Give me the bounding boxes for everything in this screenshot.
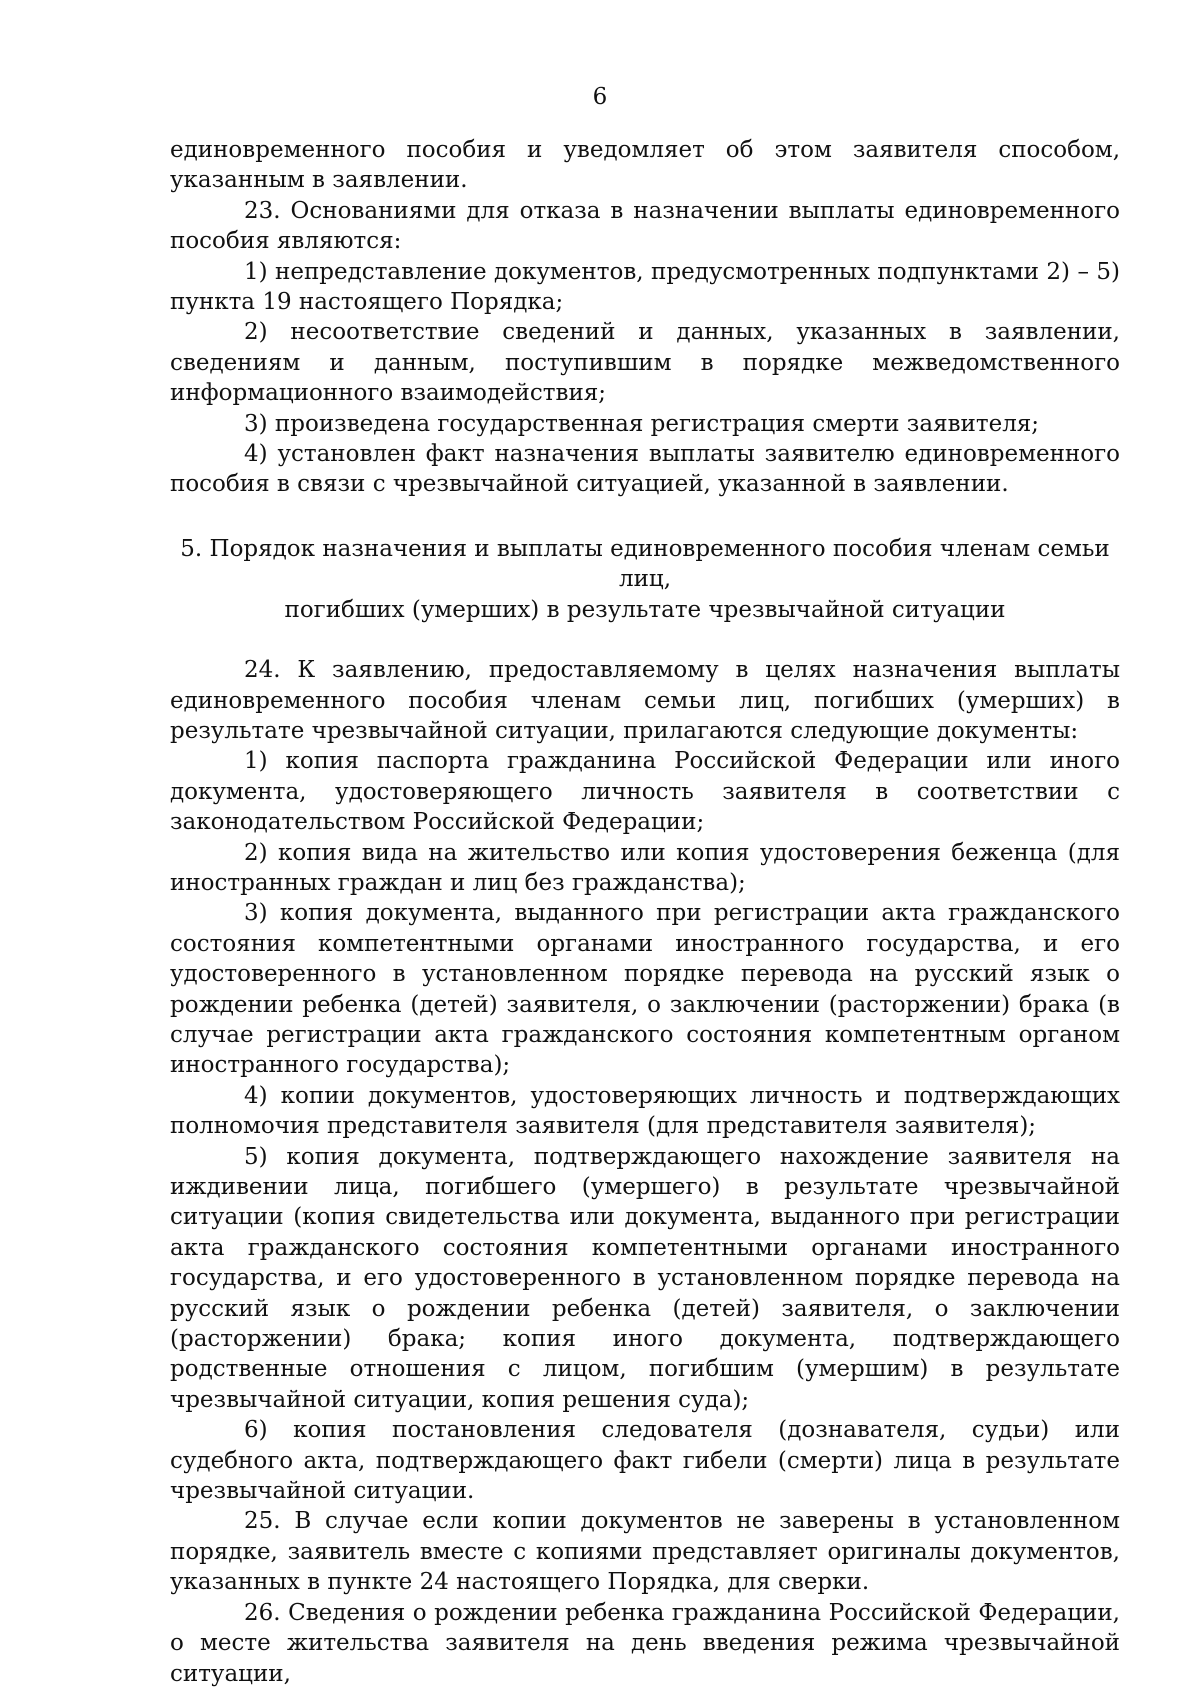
paragraph-24: 24. К заявлению, предоставляемому в целях назначения выплаты единовременного пособия членам семьи лиц, погибших (умерших) в результате чрезвычайной ситуации, прилагаются следующие документы: xyxy=(170,657,1120,744)
spacer xyxy=(170,625,1120,655)
paragraph-continuation: единовременного пособия и уведомляет об этом заявителя способом, указанным в заявлении. xyxy=(170,137,1120,194)
paragraph-23-item-2: 2) несоответствие сведений и данных, указанных в заявлении, сведениям и данным, поступившим в порядке межведомственного информационного взаимодействия; xyxy=(170,319,1120,407)
spacer xyxy=(170,500,1120,534)
paragraph-26: 26. Сведения о рождении ребенка гражданина Российской Федерации, о месте жительства заявителя на день введения режима чрезвычайной ситуации, xyxy=(170,1599,1120,1687)
paragraph-23-item-3: 3) произведена государственная регистрация смерти заявителя; xyxy=(244,410,1040,437)
document-body xyxy=(170,135,1120,1689)
paragraph-23-item-1: 1) непредставление документов, предусмотренных подпунктами 2) – 5) пункта 19 настоящего Порядка; xyxy=(170,258,1120,316)
section-5-heading-line-2: погибших (умерших) в результате чрезвычайной ситуации xyxy=(284,596,1006,623)
paragraph-24-item-3: 3) копия документа, выданного при регистрации акта гражданского состояния компетентными органами иностранного государства, и его удостоверенного в установленном порядке перевода на русский язык о рождении ребенка (детей) заявителя, о заключении (расторжении) брака (в случае регистрации акта гражданского состояния компетентным органом иностранного государства); xyxy=(170,900,1120,1079)
paragraph-24-item-1: 1) копия паспорта гражданина Российской Федерации или иного документа, удостоверяющего личность заявителя в соответствии с законодательством Российской Федерации; xyxy=(170,748,1120,836)
paragraph-25: 25. В случае если копии документов не заверены в установленном порядке, заявитель вместе с копиями представляет оригиналы документов, указанных в пункте 24 настоящего Порядка, для сверки. xyxy=(170,1508,1120,1596)
paragraph-24-item-6: 6) копия постановления следователя (дознавателя, судьи) или судебного акта, подтверждающего факт гибели (смерти) лица в результате чрезвычайной ситуации. xyxy=(170,1417,1120,1505)
page-number: 6 xyxy=(592,84,608,110)
paragraph-24-item-5: 5) копия документа, подтверждающего нахождение заявителя на иждивении лица, погибшего (умершего) в результате чрезвычайной ситуации (копия свидетельства или документа, выданного при регистрации акта гражданского состояния компетентными органами иностранного государства, и его удостоверенного в установленном порядке перевода на русский язык о рождении ребенка (детей) заявителя, о заключении (расторжении) брака; копия иного документа, подтверждающего родственные отношения с лицом, погибшим (умершим) в результате чрезвычайной ситуации, копия решения суда); xyxy=(170,1143,1120,1413)
section-5-heading-line-1: 5. Порядок назначения и выплаты единовременного пособия членам семьи лиц, xyxy=(180,535,1110,593)
paragraph-23-item-4: 4) установлен факт назначения выплаты заявителю единовременного пособия в связи с чрезвычайной ситуацией, указанной в заявлении. xyxy=(170,441,1120,498)
paragraph-24-item-4: 4) копии документов, удостоверяющих личность и подтверждающих полномочия представителя заявителя (для представителя заявителя); xyxy=(170,1082,1120,1140)
paragraph-24-item-2: 2) копия вида на жительство или копия удостоверения беженца (для иностранных граждан и лиц без гражданства); xyxy=(170,839,1120,896)
paragraph-23: 23. Основаниями для отказа в назначении выплаты единовременного пособия являются: xyxy=(170,197,1120,255)
